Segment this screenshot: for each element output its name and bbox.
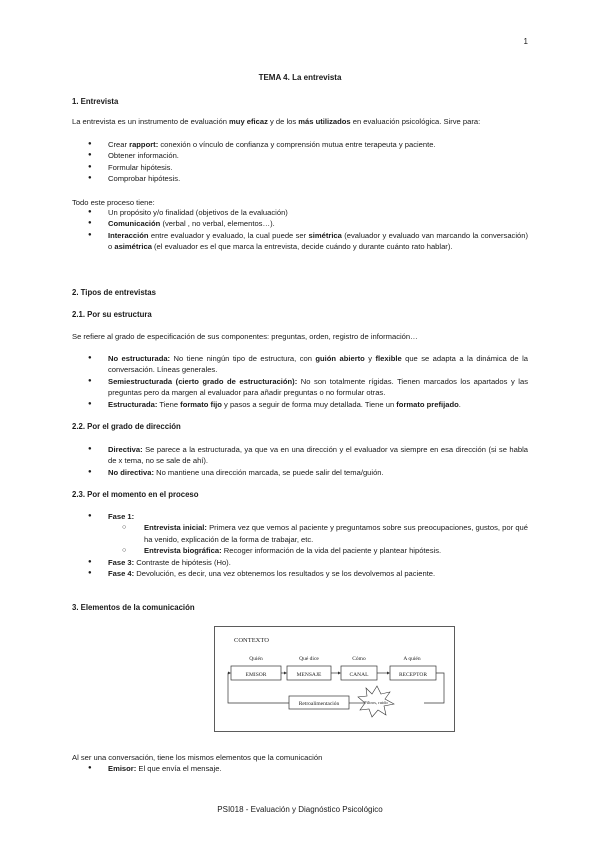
section-2-heading: 2. Tipos de entrevistas (72, 288, 156, 297)
col-label-quien: Quién (249, 656, 263, 662)
list-item: ● No estructurada: No tiene ningún tipo de estructura, con guión abierto y flexible que se adapta a la dinámica de la conversación. Líneas generales. (72, 353, 528, 376)
list-item: ● Comunicación (verbal , no verbal, elementos…). (72, 218, 528, 229)
section-2-1-heading: 2.1. Por su estructura (72, 310, 152, 319)
col-label-que-dice: Qué dice (299, 656, 319, 662)
list-item: ● Comprobar hipótesis. (72, 173, 528, 184)
communication-diagram (214, 626, 455, 732)
feedback-label: Retroalimentación (298, 701, 340, 707)
list-item: ● Crear rapport: conexión o vínculo de confianza y comprensión mutua entre terapeuta y paciente. (72, 139, 528, 150)
list-item: ● Directiva: Se parece a la estructurada, ya que va en una dirección y el evaluador va siempre en esa dirección (si se habla de x tema, no se sale de ahí). (72, 444, 528, 467)
section-2-3-heading: 2.3. Por el momento en el proceso (72, 490, 199, 499)
list-item: ● Fase 4: Devolución, es decir, una vez obtenemos los resultados y se los devolvemos al paciente. (72, 568, 528, 579)
filters-label: Filtros, ruido (364, 700, 388, 705)
emisor-label: EMISOR (245, 672, 267, 678)
list-item: ● Fase 1: ○ Entrevista inicial: Primera vez que vemos al paciente y preguntamos sobre sus preocupaciones, gustos, por qué ha venido, explicación de la forma de trabajar, etc. ○ Entrevista biográfica: Recoger información de la vida del paciente y plantear hipótesis. (72, 511, 528, 557)
section-1-heading: 1. Entrevista (72, 97, 119, 106)
list-item: ○ Entrevista inicial: Primera vez que vemos al paciente y preguntamos sobre sus preocupaciones, gustos, por qué ha venido, explicación de la forma de trabajar, etc. (108, 522, 528, 545)
list-item: ● Un propósito y/o finalidad (objetivos de la evaluación) (72, 207, 528, 218)
list-item: ● Fase 3: Contraste de hipótesis (Ho). (72, 557, 528, 568)
elements-list (72, 763, 528, 774)
section-3-heading: 3. Elementos de la comunicación (72, 603, 195, 612)
process-intro: Todo este proceso tiene: (72, 198, 155, 207)
list-item: ● Formular hipótesis. (72, 162, 528, 173)
list-item: ● Semiestructurada (cierto grado de estructuración): No son totalmente rígidas. Tienen marcados los apartados y las preguntas pero da margen al evaluador para añadir preguntas o no formular otras. (72, 376, 528, 399)
section-3-outro: Al ser una conversación, tiene los mismos elementos que la comunicación (72, 753, 323, 762)
direction-list (72, 444, 528, 478)
list-item: ● Interacción entre evaluador y evaluado, la cual puede ser simétrica (evaluador y evaluado van marcando la conversación) o asimétrica (el evaluador es el que marca la entrevista, decide cuándo y durante cuánto rato hablar). (72, 230, 528, 253)
section-1-intro: La entrevista es un instrumento de evaluación muy eficaz y de los más utilizados en evaluación psicológica. Sirve para: (72, 117, 481, 126)
uses-list (72, 139, 528, 185)
document-title: TEMA 4. La entrevista (258, 73, 342, 82)
list-item: ○ Entrevista biográfica: Recoger información de la vida del paciente y plantear hipótesis. (108, 545, 528, 556)
phase-1-sublist (108, 522, 528, 556)
phases-list (72, 511, 528, 579)
canal-label: CANAL (349, 672, 369, 678)
context-label: CONTEXTO (234, 637, 269, 644)
page-number: 1 (523, 37, 528, 46)
list-item: ● Obtener información. (72, 150, 528, 161)
col-label-a-quien: A quién (403, 656, 421, 662)
process-list (72, 207, 528, 253)
section-2-2-heading: 2.2. Por el grado de dirección (72, 422, 181, 431)
receptor-label: RECEPTOR (398, 672, 428, 678)
structure-list (72, 353, 528, 410)
page-footer: PSI018 - Evaluación y Diagnóstico Psicológico (217, 805, 383, 814)
col-label-como: Cómo (352, 656, 366, 662)
list-item: ● Emisor: El que envía el mensaje. (72, 763, 528, 774)
list-item: ● Estructurada: Tiene formato fijo y pasos a seguir de forma muy detallada. Tiene un formato prefijado. (72, 399, 528, 410)
section-2-1-intro: Se refiere al grado de especificación de sus componentes: preguntas, orden, registro de información… (72, 332, 418, 341)
mensaje-label: MENSAJE (296, 672, 322, 678)
list-item: ● No directiva: No mantiene una dirección marcada, se puede salir del tema/guión. (72, 467, 528, 478)
